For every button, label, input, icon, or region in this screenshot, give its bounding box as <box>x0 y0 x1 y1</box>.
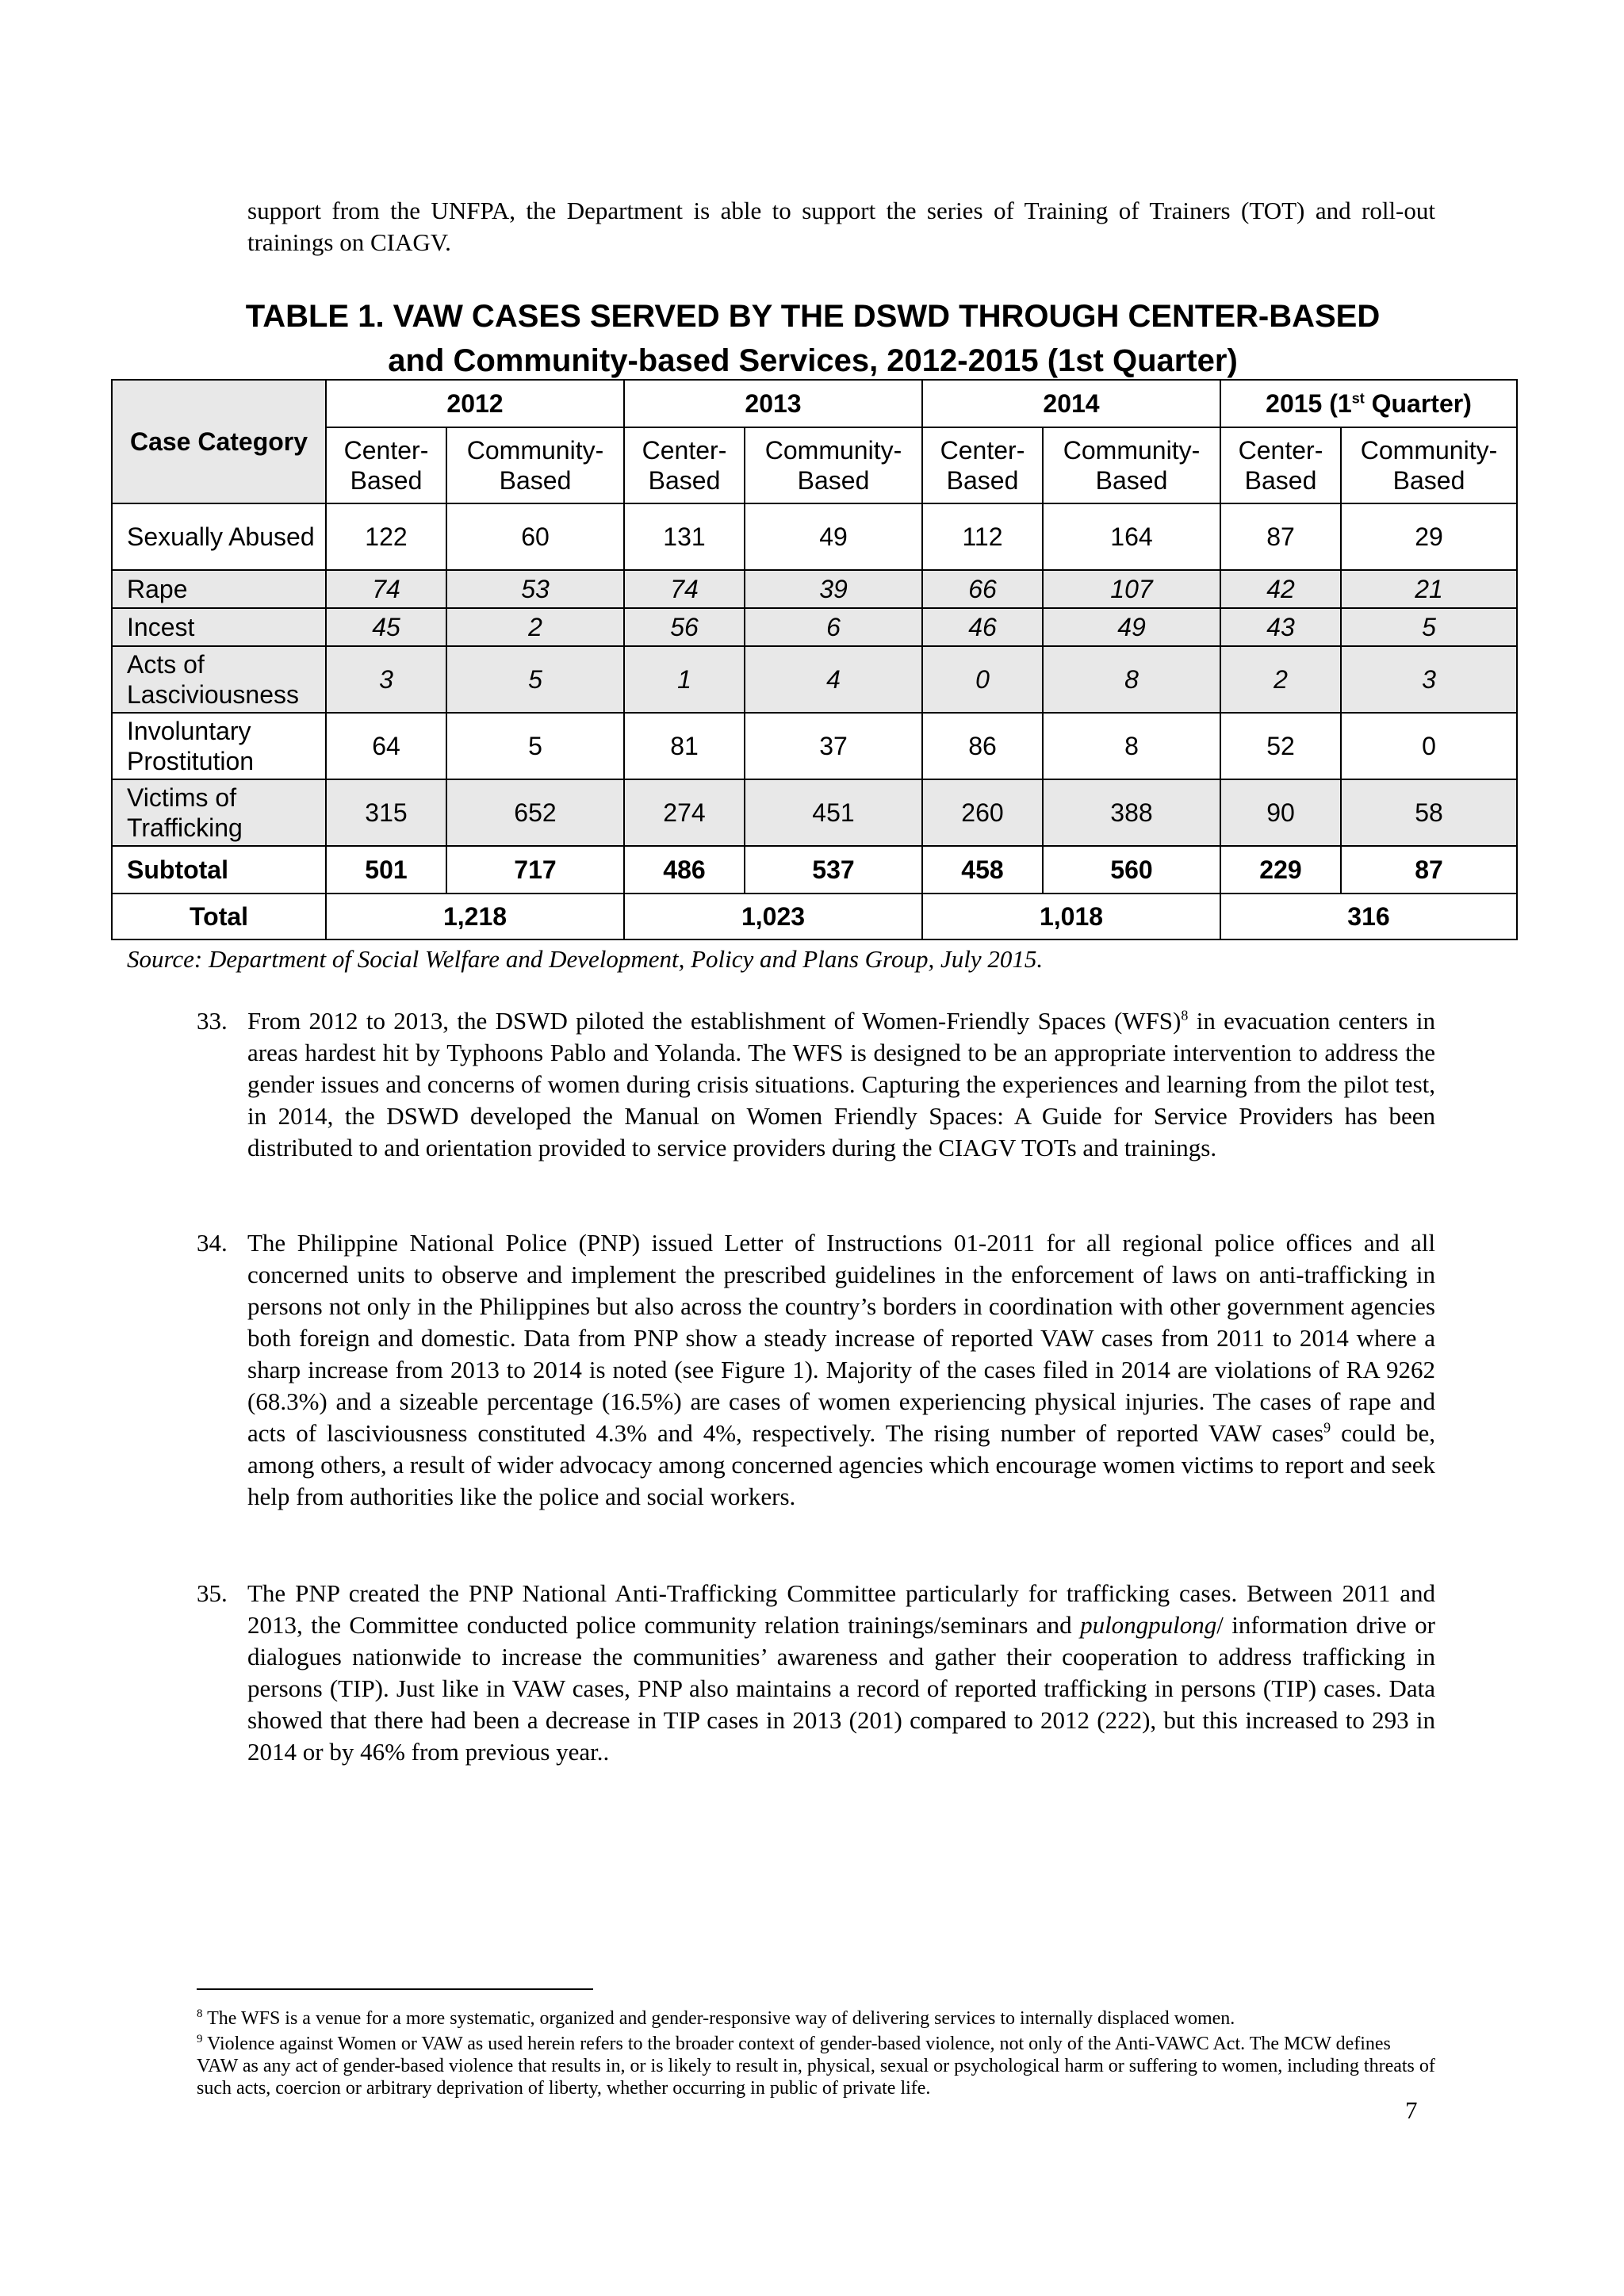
row-category: Rape <box>112 570 326 608</box>
cell: 0 <box>1341 713 1517 779</box>
subtotal-row <box>112 846 1517 894</box>
cell: 4 <box>745 646 922 713</box>
cell: 652 <box>446 779 624 846</box>
footnote-8: $^8$ The WFS is a venue for a more systematic, organized and gender-responsive way of delivering services to internally displaced women. <box>197 2007 1235 2029</box>
cell: 229 <box>1220 846 1341 894</box>
table-title-line-1: TABLE 1. VAW CASES SERVED BY THE DSWD THROUGH CENTER-BASED <box>245 299 1381 334</box>
cell: 107 <box>1043 570 1220 608</box>
cell: 131 <box>624 503 745 570</box>
cell: 112 <box>922 503 1043 570</box>
paragraph-33 <box>197 1005 1435 1164</box>
paragraph-body: The Philippine National Police (PNP) issued Letter of Instructions 01-2011 for all regional police offices and all concerned units to observe and implement the prescribed guidelines in the enforcement of laws on anti-trafficking in persons not only in the Philippines but also across the country’s borders in coordination with other government agencies both foreign and domestic. Data from PNP show a steady increase of reported VAW cases from 2011 to 2014 where a sharp increase from 2013 to 2014 is noted (see Figure 1). Majority of the cases filed in 2014 are violations of RA 9262 (68.3%) and a sizeable percentage (16.5%) are cases of women experiencing physical injuries. The cases of rape and acts of lasciviousness constituted 4.3% and 4%, respectively. The rising number of reported VAW cases$^9$ could be, among others, a result of wider advocacy among concerned agencies which encourage women victims to report and seek help from authorities like the police and social workers. <box>247 1229 1435 1510</box>
paragraph-number: 35. <box>197 1579 228 1607</box>
footnote-ref[interactable]: 8 <box>1181 1007 1189 1024</box>
cell: 49 <box>1043 608 1220 646</box>
table-source: Source: Department of Social Welfare and Development, Policy and Plans Group, July 2015. <box>127 945 1044 973</box>
cell: 8 <box>1043 646 1220 713</box>
cell: 87 <box>1341 846 1517 894</box>
cell: 458 <box>922 846 1043 894</box>
row-category: Acts of Lasciviousness <box>112 646 326 713</box>
cell: 43 <box>1220 608 1341 646</box>
total-2012: 1,218 <box>326 894 624 939</box>
cell: 501 <box>326 846 446 894</box>
col-header: Community-Based <box>1043 427 1220 503</box>
cell: 42 <box>1220 570 1341 608</box>
cell: 164 <box>1043 503 1220 570</box>
page-number: 7 <box>1405 2096 1418 2124</box>
year-header-2014: 2014 <box>922 380 1220 427</box>
cell: 388 <box>1043 779 1220 846</box>
row-category: Incest <box>112 608 326 646</box>
col-header: Center-Based <box>1220 427 1341 503</box>
cell: 86 <box>922 713 1043 779</box>
cell: 60 <box>446 503 624 570</box>
table-row <box>112 713 1517 779</box>
col-header: Center-Based <box>922 427 1043 503</box>
cell: 87 <box>1220 503 1341 570</box>
cell: 122 <box>326 503 446 570</box>
cell: 560 <box>1043 846 1220 894</box>
footnote-9: $^9$ Violence against Women or VAW as used herein refers to the broader context of gender-based violence, not only of the Anti-VAWC Act. The MCW defines VAW as any act of gender-based violence that results in, or is likely to result in, physical, sexual or psychological harm or suffering to women, including threats of such acts, coercion or arbitrary deprivation of liberty, whether occurring in public of private life. <box>197 2033 1435 2099</box>
paragraph-35 <box>197 1578 1435 1768</box>
cell: 90 <box>1220 779 1341 846</box>
year-header-2013: 2013 <box>624 380 922 427</box>
col-header: Community-Based <box>745 427 922 503</box>
table-title-line-2: and Community-based Services, 2012-2015 (1st Quarter) <box>388 343 1238 378</box>
paragraph-body: From 2012 to 2013, the DSWD piloted the establishment of Women-Friendly Spaces (WFS)$^8$ in evacuation centers in areas hardest hit by Typhoons Pablo and Yolanda. The WFS is designed to be an appropriate intervention to address the gender issues and concerns of women during crisis situations. Capturing the experiences and learning from the pilot test, in 2014, the DSWD developed the Manual on Women Friendly Spaces: A Guide for Service Providers has been distributed to and orientation provided to service providers during the CIAGV TOTs and trainings. <box>247 1007 1435 1161</box>
paragraph-number: 33. <box>197 1007 228 1035</box>
cell: 8 <box>1043 713 1220 779</box>
total-2013: 1,023 <box>624 894 922 939</box>
cell: 3 <box>326 646 446 713</box>
cell: 717 <box>446 846 624 894</box>
row-category: Victims of Trafficking <box>112 779 326 846</box>
cell: 21 <box>1341 570 1517 608</box>
table-row <box>112 570 1517 608</box>
cell: 274 <box>624 779 745 846</box>
paragraph-34 <box>197 1227 1435 1513</box>
cell: 5 <box>446 646 624 713</box>
total-2014: 1,018 <box>922 894 1220 939</box>
vaw-cases-table <box>111 379 1518 940</box>
cell: 74 <box>624 570 745 608</box>
col-header: Center-Based <box>326 427 446 503</box>
intro-paragraph: support from the UNFPA, the Department is able to support the series of Training of Trainers (TOT) and roll-out trainings on CIAGV. <box>247 197 1435 256</box>
total-2015: 316 <box>1220 894 1517 939</box>
cell: 81 <box>624 713 745 779</box>
cell: 56 <box>624 608 745 646</box>
cell: 1 <box>624 646 745 713</box>
footnote-separator <box>197 1988 593 1990</box>
cell: 66 <box>922 570 1043 608</box>
col-header: Center-Based <box>624 427 745 503</box>
row-category: Subtotal <box>112 846 326 894</box>
year-header-row <box>112 380 1517 427</box>
cell: 451 <box>745 779 922 846</box>
total-label: Total <box>112 894 326 939</box>
cell: 315 <box>326 779 446 846</box>
cell: 74 <box>326 570 446 608</box>
cell: 260 <box>922 779 1043 846</box>
cell: 3 <box>1341 646 1517 713</box>
cell: 29 <box>1341 503 1517 570</box>
table-row <box>112 646 1517 713</box>
cell: 5 <box>1341 608 1517 646</box>
cell: 58 <box>1341 779 1517 846</box>
cell: 64 <box>326 713 446 779</box>
row-category: Involuntary Prostitution <box>112 713 326 779</box>
cell: 486 <box>624 846 745 894</box>
cell: 2 <box>446 608 624 646</box>
paragraph-number: 34. <box>197 1229 228 1257</box>
year-header-2015: 2015 (1st Quarter) <box>1220 380 1517 427</box>
case-category-header: Case Category <box>112 380 326 503</box>
col-header: Community-Based <box>1341 427 1517 503</box>
paragraph-body: The PNP created the PNP National Anti-Trafficking Committee particularly for trafficking cases. Between 2011 and 2013, the Committee conducted police community relation trainings/seminars and pulongpulong/ information drive or dialogues nationwide to increase the communities’ awareness and gather their cooperation to address trafficking in persons (TIP). Just like in VAW cases, PNP also maintains a record of reported trafficking in persons (TIP) cases. Data showed that there had been a decrease in TIP cases in 2013 (201) compared to 2012 (222), but this increased to 293 in 2014 or by 46% from previous year.. <box>247 1579 1435 1766</box>
table-row <box>112 779 1517 846</box>
cell: 37 <box>745 713 922 779</box>
table-row <box>112 503 1517 570</box>
cell: 5 <box>446 713 624 779</box>
cell: 2 <box>1220 646 1341 713</box>
cell: 39 <box>745 570 922 608</box>
cell: 537 <box>745 846 922 894</box>
col-header: Community-Based <box>446 427 624 503</box>
footnote-ref[interactable]: 9 <box>1323 1419 1331 1436</box>
year-header-2012: 2012 <box>326 380 624 427</box>
cell: 6 <box>745 608 922 646</box>
cell: 0 <box>922 646 1043 713</box>
row-category: Sexually Abused <box>112 503 326 570</box>
table-row <box>112 608 1517 646</box>
cell: 46 <box>922 608 1043 646</box>
cell: 53 <box>446 570 624 608</box>
total-row <box>112 894 1517 939</box>
cell: 45 <box>326 608 446 646</box>
cell: 52 <box>1220 713 1341 779</box>
cell: 49 <box>745 503 922 570</box>
